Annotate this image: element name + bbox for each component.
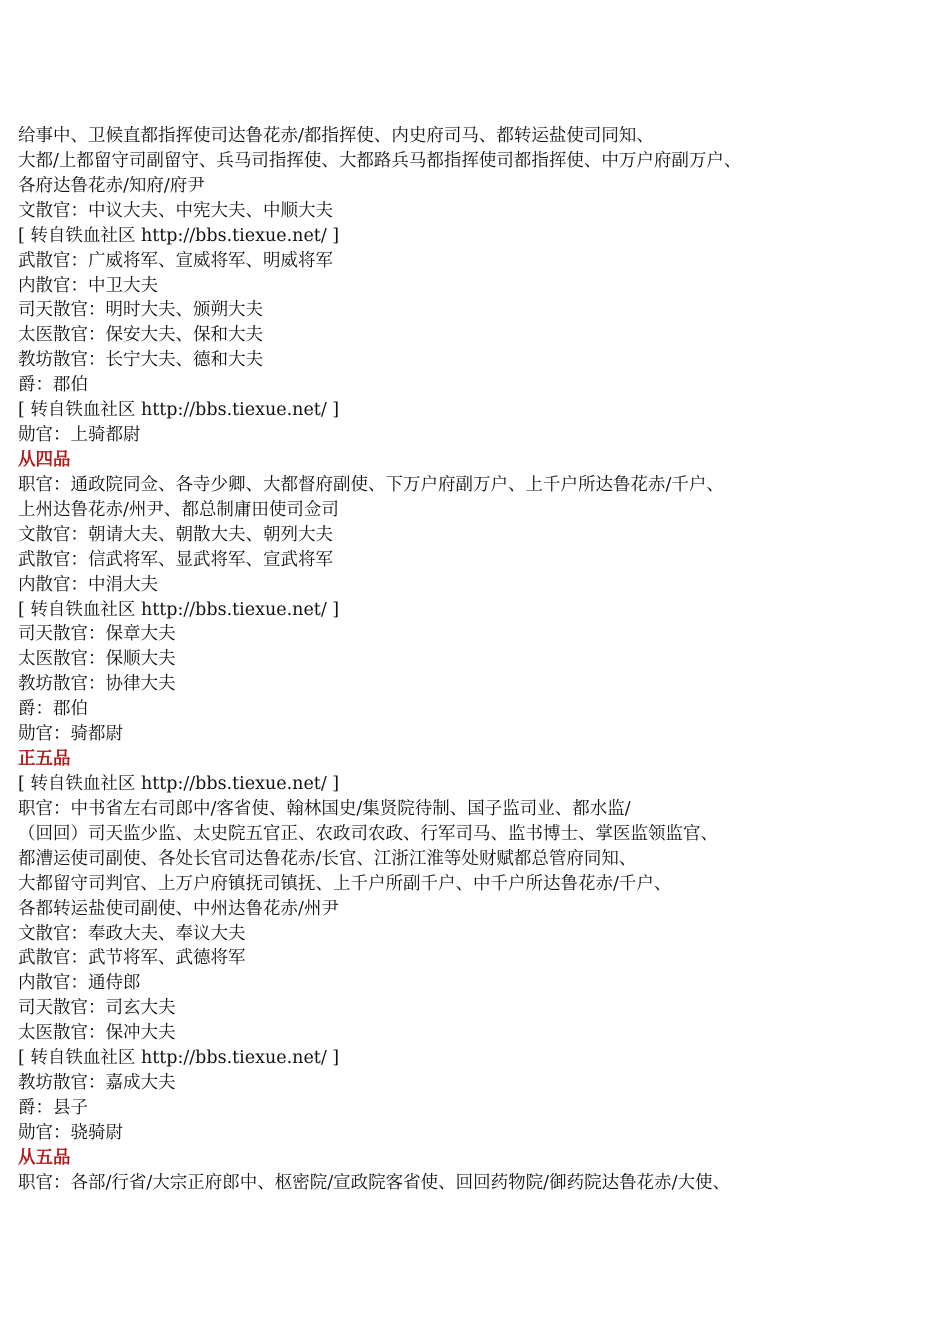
text-line: 太医散官：保顺大夫 [18,649,176,670]
text-line: 文散官：中议大夫、中宪大夫、中顺大夫 [18,200,333,221]
text-line: 都漕运使司副使、各处长官司达鲁花赤/长官、江浙江淮等处财赋都总管府同知、 [18,848,637,869]
text-line: 爵：郡伯 [18,699,88,720]
text-line: 勋官：骁骑尉 [18,1122,123,1143]
text-line: 大都/上都留守司副留守、兵马司指挥使、大都路兵马都指挥使司都指挥使、中万户府副万户、 [18,150,742,171]
text-line: 太医散官：保冲大夫 [18,1023,176,1044]
text-line: 各府达鲁花赤/知府/府尹 [18,175,205,196]
source-watermark-line: [ 转自铁血社区 http://bbs.tiexue.net/ ] [18,599,340,620]
text-line: 爵：郡伯 [18,375,88,396]
text-line: 司天散官：明时大夫、颁朔大夫 [18,300,263,321]
text-line: 文散官：奉政大夫、奉议大夫 [18,923,246,944]
text-line: 武散官：信武将军、显武将军、宣武将军 [18,549,333,570]
text-line: 内散官：中涓大夫 [18,574,158,595]
text-line: 职官：中书省左右司郎中/客省使、翰林国史/集贤院待制、国子监司业、都水监/ [18,798,631,819]
text-line: 内散官：通侍郎 [18,973,141,994]
text-line: 给事中、卫候直都指挥使司达鲁花赤/都指挥使、内史府司马、都转运盐使司同知、 [18,126,654,146]
rank-heading: 从五品 [18,1147,71,1168]
source-watermark-line: [ 转自铁血社区 http://bbs.tiexue.net/ ] [18,1048,340,1069]
text-line: 各都转运盐使司副使、中州达鲁花赤/州尹 [18,898,339,919]
text-line: 爵：县子 [18,1097,88,1118]
text-line: 武散官：广威将军、宣威将军、明威将军 [18,250,333,271]
text-line: 教坊散官：长宁大夫、德和大夫 [18,350,263,371]
text-line: （回回）司天监少监、太史院五官正、农政司农政、行军司马、监书博士、掌医监领监官、 [18,823,718,844]
document-lines [18,124,918,1196]
source-watermark-line: [ 转自铁血社区 http://bbs.tiexue.net/ ] [18,773,340,794]
text-line: 内散官：中卫大夫 [18,275,158,296]
text-line: 大都留守司判官、上万户府镇抚司镇抚、上千户所副千户、中千户所达鲁花赤/千户、 [18,873,672,894]
text-line: 教坊散官：嘉成大夫 [18,1073,176,1094]
text-line: 勋官：骑都尉 [18,724,123,745]
text-line: 文散官：朝请大夫、朝散大夫、朝列大夫 [18,524,333,545]
rank-heading: 正五品 [18,749,71,770]
rank-heading: 从四品 [18,449,71,470]
text-line: 武散官：武节将军、武德将军 [18,948,246,969]
text-line: 司天散官：保章大夫 [18,624,176,645]
source-watermark-line: [ 转自铁血社区 http://bbs.tiexue.net/ ] [18,400,340,421]
text-line: 职官：各部/行省/大宗正府郎中、枢密院/宣政院客省使、回回药物院/御药院达鲁花赤/大使、 [18,1172,730,1193]
text-line: 司天散官：司玄大夫 [18,998,176,1019]
document-body [18,124,918,1196]
text-line: 职官：通政院同佥、各寺少卿、大都督府副使、下万户府副万户、上千户所达鲁花赤/千户、 [18,474,724,495]
text-line: 上州达鲁花赤/州尹、都总制庸田使司佥司 [18,499,339,520]
text-line: 太医散官：保安大夫、保和大夫 [18,325,263,346]
source-watermark-line: [ 转自铁血社区 http://bbs.tiexue.net/ ] [18,225,340,246]
text-line: 教坊散官：协律大夫 [18,674,176,695]
text-line: 勋官：上骑都尉 [18,425,141,446]
